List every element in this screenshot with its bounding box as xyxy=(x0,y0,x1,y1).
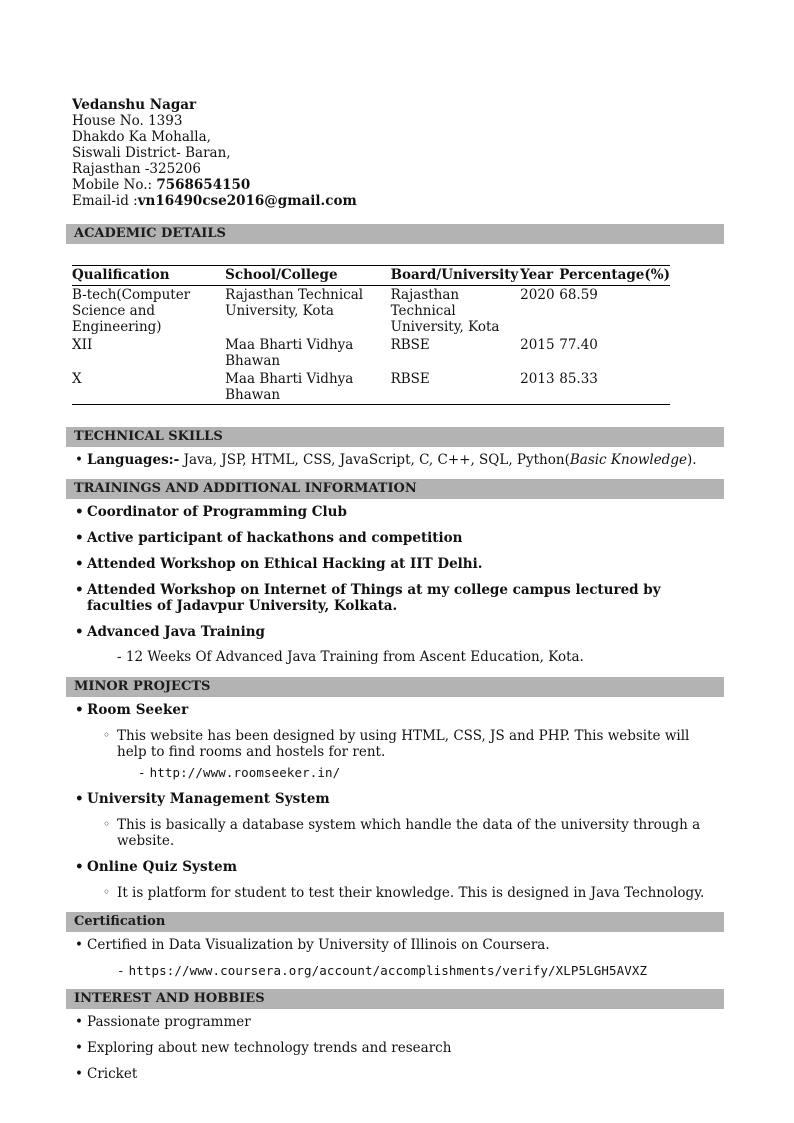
skills-languages-item xyxy=(66,452,724,468)
skills-languages-text: Languages:- Java, JSP, HTML, CSS, JavaScript, C, C++, SQL, Python(Basic Knowledge). xyxy=(87,452,697,468)
section-header-minor-projects xyxy=(66,677,724,697)
resume-content xyxy=(66,0,724,1082)
cell-board: Rajasthan Technical University, Kota xyxy=(390,287,500,335)
email-line xyxy=(72,193,724,209)
section-title: Certification xyxy=(74,914,166,929)
mobile-number: 7568654150 xyxy=(156,177,251,193)
interest-item xyxy=(66,1014,724,1030)
bullet-icon: • xyxy=(75,1040,83,1056)
academic-table xyxy=(72,265,670,405)
table-row xyxy=(72,336,670,370)
cell-qualification: B-tech(Computer Science and Engineering) xyxy=(72,287,191,335)
mobile-line xyxy=(72,177,724,193)
training-text: Attended Workshop on Ethical Hacking at IIT Delhi. xyxy=(87,556,483,572)
bullet-icon: • xyxy=(75,937,83,953)
address-line-2: Dhakdo Ka Mohalla, xyxy=(72,129,211,145)
section-header-academic-details xyxy=(66,224,724,244)
project-url-link[interactable]: http://www.roomseeker.in/ xyxy=(149,765,341,780)
academic-table-header-row xyxy=(72,266,670,286)
project-name-item xyxy=(66,791,724,807)
bullet-icon: • xyxy=(75,791,84,807)
project-name: University Management System xyxy=(87,791,330,807)
section-title: ACADEMIC DETAILS xyxy=(74,226,226,241)
cell-year: 2013 xyxy=(520,371,555,387)
section-header-certification xyxy=(66,912,724,932)
training-text: Advanced Java Training xyxy=(87,624,265,640)
certification-text: Certified in Data Visualization by University of Illinois on Coursera. xyxy=(87,937,550,953)
email-label: Email-id : xyxy=(72,193,138,209)
project-desc-item xyxy=(66,885,724,901)
project-desc: This website has been designed by using HTML, CSS, JS and PHP. This website will help to find rooms and hostels for rent. xyxy=(117,728,690,760)
col-school: School/College xyxy=(225,266,390,286)
cell-percentage: 77.40 xyxy=(559,337,598,353)
bullet-icon: • xyxy=(75,859,84,875)
bullet-icon: • xyxy=(75,504,84,520)
certification-url-line xyxy=(66,963,724,979)
cell-year: 2015 xyxy=(520,337,555,353)
bullet-icon: • xyxy=(75,452,83,468)
person-name: Vedanshu Nagar xyxy=(72,97,197,113)
interest-text: Cricket xyxy=(87,1066,138,1082)
bullet-icon: • xyxy=(75,1066,83,1082)
project-desc: This is basically a database system which handle the data of the university through a website. xyxy=(117,817,701,849)
cell-school: Maa Bharti Vidhya Bhawan xyxy=(225,337,354,369)
cell-board: RBSE xyxy=(390,371,430,387)
training-text: Active participant of hackathons and competition xyxy=(87,530,463,546)
project-desc-item xyxy=(66,817,724,849)
bullet-icon: • xyxy=(75,556,84,572)
cell-school: Rajasthan Technical University, Kota xyxy=(225,287,364,319)
sub-bullet-icon: ◦ xyxy=(103,817,111,831)
table-row xyxy=(72,370,670,405)
training-item xyxy=(66,624,724,640)
bullet-icon: • xyxy=(75,582,84,598)
cell-year: 2020 xyxy=(520,287,555,303)
col-qualification: Qualification xyxy=(72,266,225,286)
section-title: TRAININGS AND ADDITIONAL INFORMATION xyxy=(74,481,417,496)
section-header-interests xyxy=(66,989,724,1009)
project-name: Room Seeker xyxy=(87,702,189,718)
section-title: TECHNICAL SKILLS xyxy=(74,429,223,444)
contact-block xyxy=(72,97,724,209)
mobile-label: Mobile No.: xyxy=(72,177,157,193)
project-name-item xyxy=(66,859,724,875)
certification-url-link[interactable]: https://www.coursera.org/account/accomplishments/verify/XLP5LGH5AVXZ xyxy=(128,963,648,978)
interest-item xyxy=(66,1066,724,1082)
section-header-trainings xyxy=(66,479,724,499)
training-text: Coordinator of Programming Club xyxy=(87,504,347,520)
interest-text: Exploring about new technology trends and research xyxy=(87,1040,452,1056)
advanced-java-note: - 12 Weeks Of Advanced Java Training from Ascent Education, Kota. xyxy=(117,649,584,665)
url-dash: - xyxy=(117,963,125,978)
section-title: MINOR PROJECTS xyxy=(74,679,211,694)
project-desc: It is platform for student to test their knowledge. This is designed in Java Technology. xyxy=(117,885,705,901)
table-row xyxy=(72,286,670,337)
email-address: vn16490cse2016@gmail.com xyxy=(137,193,357,209)
sub-bullet-icon: ◦ xyxy=(103,728,111,742)
section-header-technical-skills xyxy=(66,427,724,447)
col-board: Board/University xyxy=(391,266,521,286)
bullet-icon: • xyxy=(75,1014,83,1030)
address-line-4: Rajasthan -325206 xyxy=(72,161,201,177)
section-title: INTEREST AND HOBBIES xyxy=(74,991,265,1006)
bullet-icon: • xyxy=(75,624,84,640)
training-item xyxy=(66,556,724,572)
col-year: Year xyxy=(520,266,559,286)
training-item xyxy=(66,582,724,614)
cell-percentage: 68.59 xyxy=(559,287,598,303)
training-text: Attended Workshop on Internet of Things at my college campus lectured by faculties of Jadavpur University, Kolkata. xyxy=(87,582,661,614)
cell-board: RBSE xyxy=(390,337,430,353)
interest-item xyxy=(66,1040,724,1056)
col-percentage: Percentage(%) xyxy=(559,266,670,286)
languages-label: Languages:- xyxy=(87,452,180,468)
project-name-item xyxy=(66,702,724,718)
project-desc-item xyxy=(66,728,724,760)
cell-qualification: X xyxy=(72,371,82,387)
cell-percentage: 85.33 xyxy=(559,371,598,387)
address-line-1: House No. 1393 xyxy=(72,113,183,129)
cell-school: Maa Bharti Vidhya Bhawan xyxy=(225,371,354,403)
bullet-icon: • xyxy=(75,702,84,718)
interest-text: Passionate programmer xyxy=(87,1014,251,1030)
project-url-line xyxy=(66,765,724,781)
url-dash: - xyxy=(138,765,146,780)
cell-qualification: XII xyxy=(72,337,93,353)
training-item xyxy=(66,504,724,520)
training-item xyxy=(66,530,724,546)
sub-bullet-icon: ◦ xyxy=(103,885,111,899)
bullet-icon: • xyxy=(75,530,84,546)
project-name: Online Quiz System xyxy=(87,859,238,875)
certification-item xyxy=(66,937,724,953)
address-line-3: Siswali District- Baran, xyxy=(72,145,231,161)
